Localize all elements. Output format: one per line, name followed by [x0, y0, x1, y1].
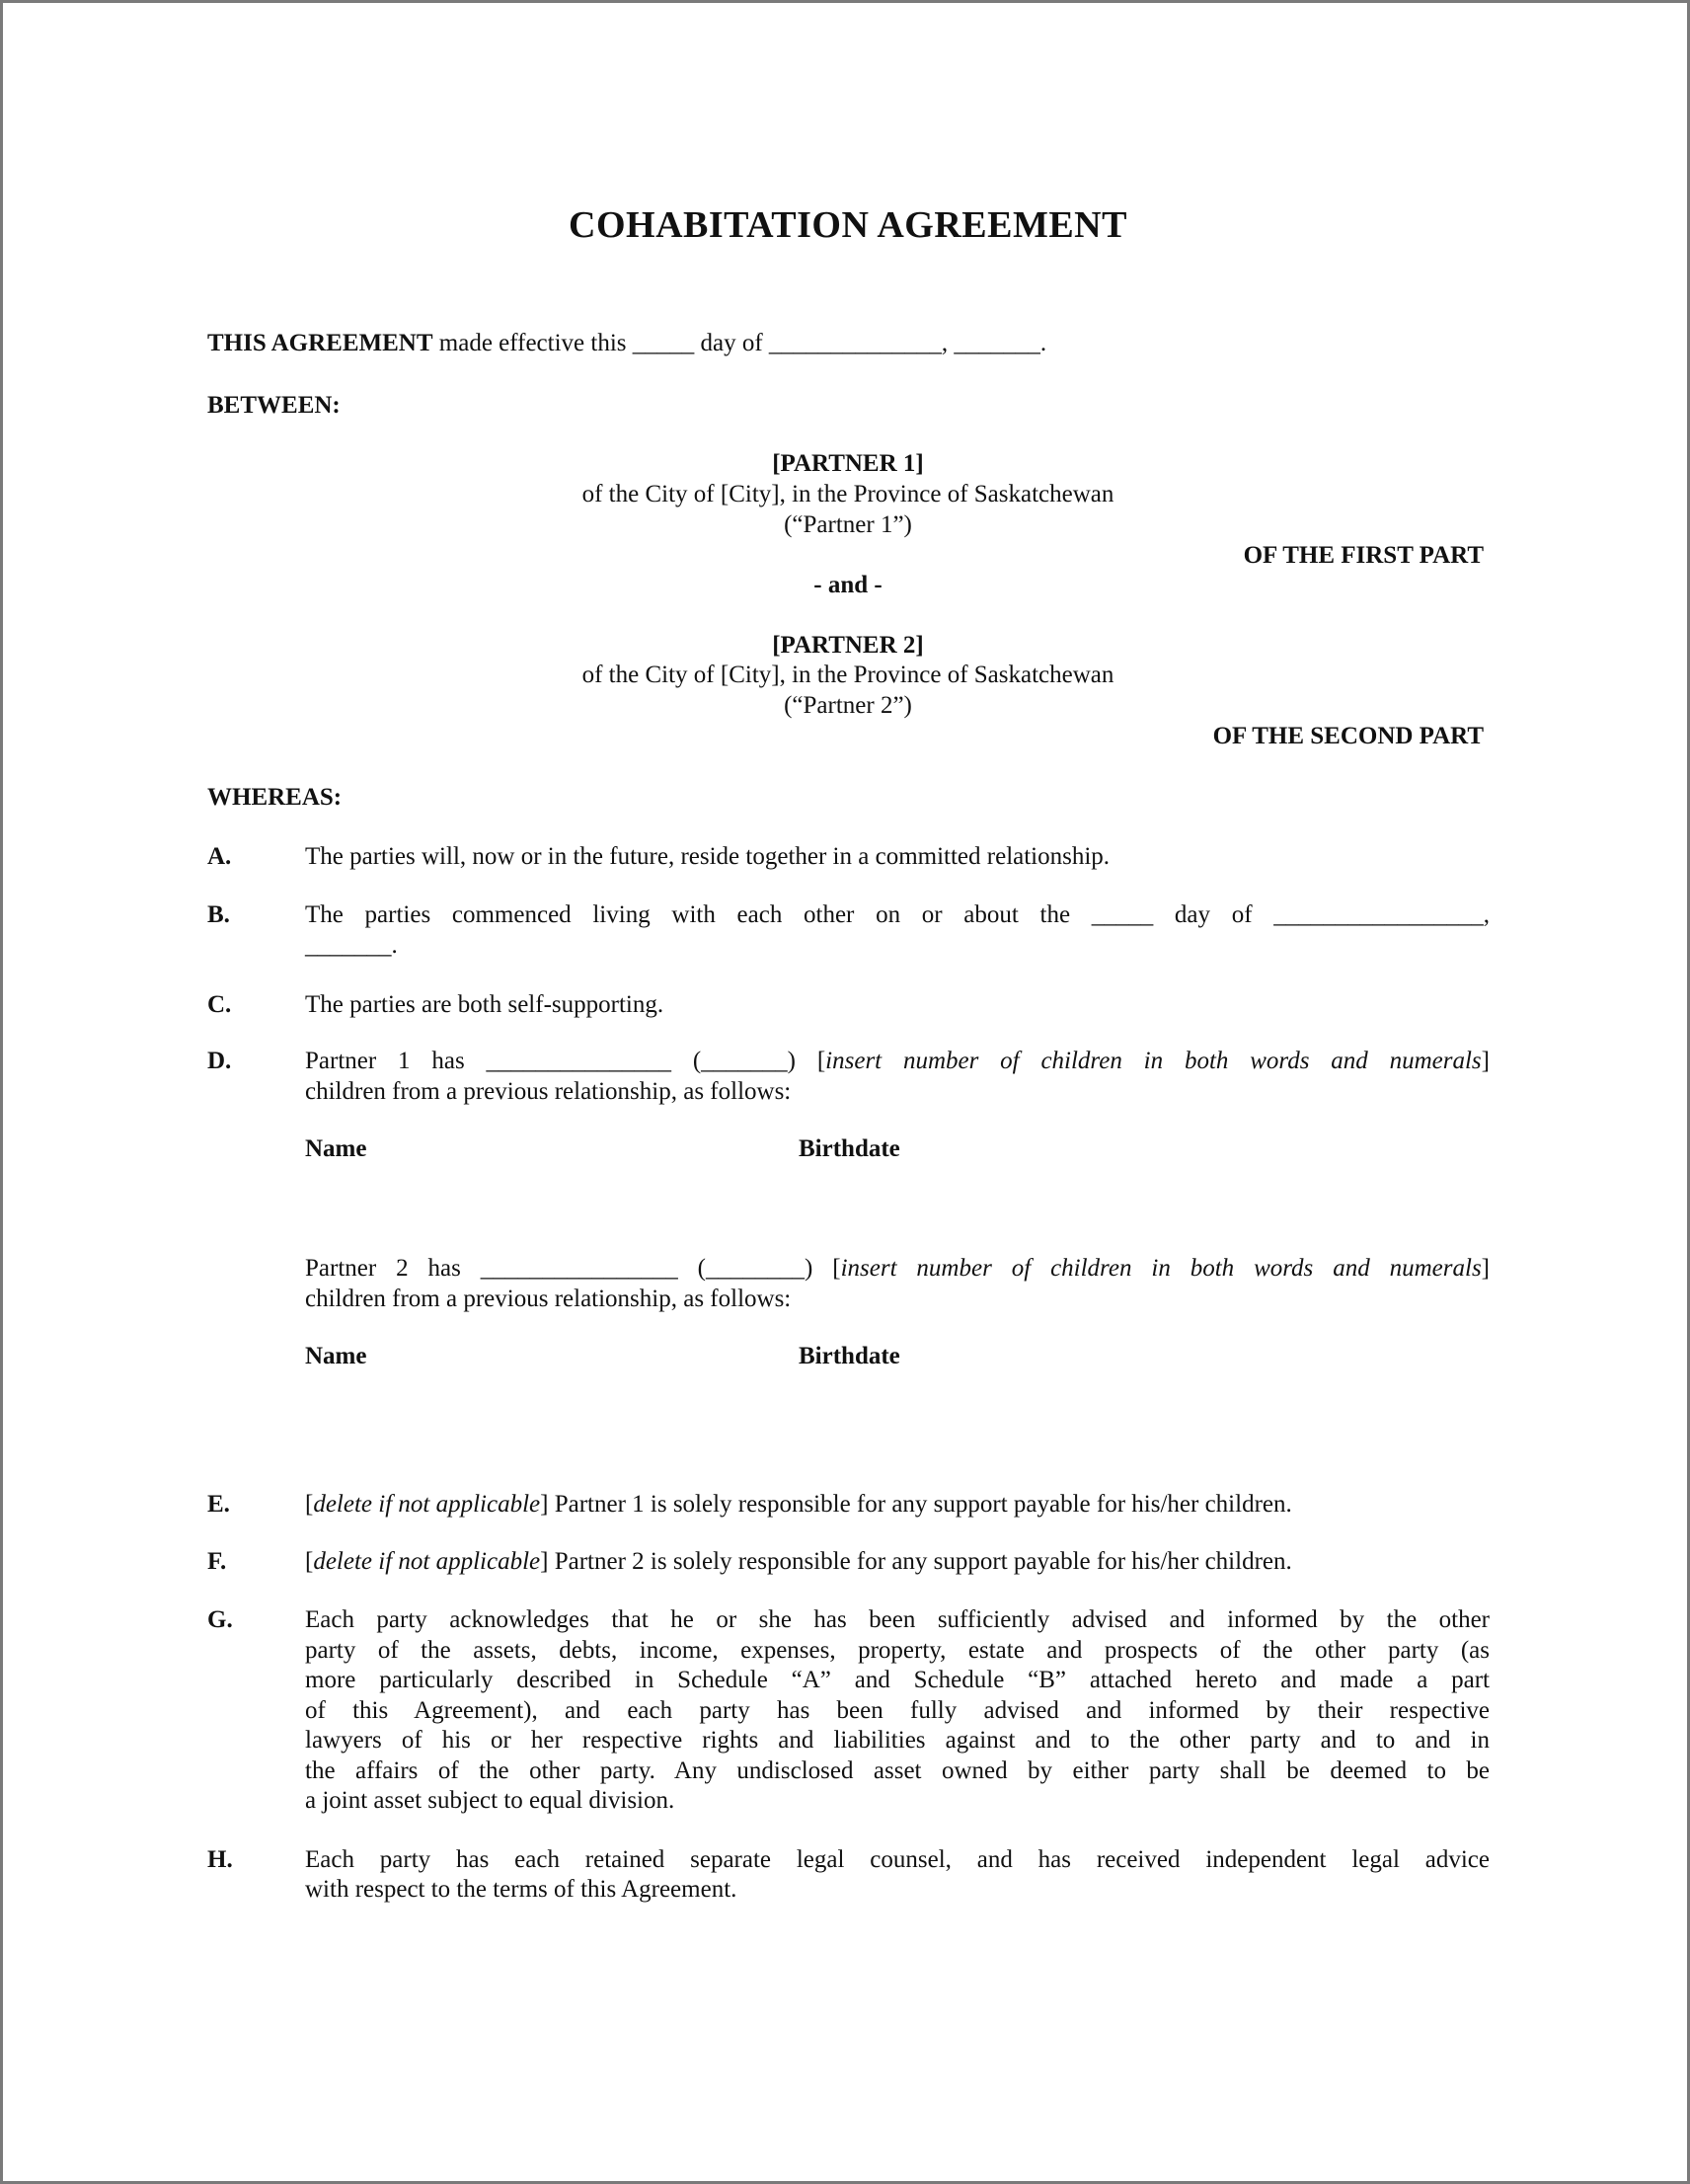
recital-a-text: The parties will, now or in the future, reside together in a committed relationship. — [305, 843, 1111, 870]
partner2-children-name-header: Name — [305, 1343, 367, 1369]
instruction-italic: delete if not applicable — [313, 1548, 541, 1575]
recital-f-label: F. — [207, 1548, 227, 1575]
recital-g-text: Each party acknowledges that he or she has been sufficiently advised and informed by the other party of the assets, debts, income, expenses, property, estate and prospects of the other party (as more particularly described in Schedule “A” and Schedule “B” attached hereto and made a part of this Agreement), and each party has been fully advised and informed by their respective lawyers of his or her respective rights and liabilities against and to the other party and to and in the affairs of the other party. Any undisclosed asset owned by either party shall be deemed to be a joint asset subject to equal division. — [305, 1606, 1490, 1814]
partner1-children-name-header: Name — [305, 1135, 367, 1162]
partner1-name: [PARTNER 1] — [772, 450, 924, 477]
agreement-intro — [207, 329, 1046, 358]
partner1-residence: of the City of [City], in the Province of Saskatchewan — [581, 481, 1114, 507]
recital-d-partner1-line2: children from a previous relationship, as follows: — [305, 1078, 792, 1105]
partner1-alias: (“Partner 1”) — [784, 511, 912, 538]
recital-b-line1: The parties commenced living with each other on or about the _____ day of _________________, — [305, 901, 1490, 928]
recital-c-label: C. — [207, 991, 232, 1018]
recital-d-label: D. — [207, 1048, 232, 1074]
and-separator: - and - — [813, 572, 883, 598]
recital-e-label: E. — [207, 1491, 230, 1518]
recital-d-partner2-line1: Partner 2 has ________________ (________) [insert number of children in both words and numerals] — [305, 1255, 1490, 1282]
recital-f-text: [delete if not applicable] Partner 2 is solely responsible for any support payable for his/her children. — [305, 1548, 1292, 1575]
intro-rest: made effective this _____ day of ______________, _______. — [432, 330, 1047, 356]
instruction-italic: insert number of children in both words and numerals — [825, 1048, 1482, 1074]
recital-h-label: H. — [207, 1846, 233, 1873]
recital-b-label: B. — [207, 901, 230, 928]
recital-h-text: Each party has each retained separate legal counsel, and has received independent legal advice with respect to the terms of this Agreement. — [305, 1846, 1490, 1903]
recital-d-partner2-line2: children from a previous relationship, as follows: — [305, 1286, 792, 1312]
partner2-children-birthdate-header: Birthdate — [799, 1343, 900, 1369]
partner1-children-birthdate-header: Birthdate — [799, 1135, 900, 1162]
recital-c-text: The parties are both self-supporting. — [305, 991, 664, 1018]
recital-b-text — [305, 900, 1490, 930]
recital-b-line2: _______. — [305, 932, 398, 959]
instruction-italic: delete if not applicable — [313, 1491, 541, 1518]
instruction-italic: insert number of children in both words and numerals — [840, 1255, 1482, 1282]
partner2-alias: (“Partner 2”) — [784, 692, 912, 719]
recital-e-text: [delete if not applicable] Partner 1 is solely responsible for any support payable for his/her children. — [305, 1491, 1292, 1518]
partner1-part: OF THE FIRST PART — [1243, 542, 1484, 569]
recital-a-label: A. — [207, 843, 232, 870]
recital-g-label: G. — [207, 1606, 233, 1633]
partner2-part: OF THE SECOND PART — [1212, 723, 1484, 749]
between-heading: BETWEEN: — [207, 392, 341, 419]
partner2-name: [PARTNER 2] — [772, 632, 924, 659]
recital-d-partner1-line1: Partner 1 has _______________ (_______) [insert number of children in both words and numerals] — [305, 1048, 1490, 1074]
intro-bold: THIS AGREEMENT — [207, 330, 433, 356]
whereas-heading: WHEREAS: — [207, 784, 343, 811]
document-title: COHABITATION AGREEMENT — [569, 204, 1127, 246]
partner2-residence: of the City of [City], in the Province of Saskatchewan — [581, 662, 1114, 688]
